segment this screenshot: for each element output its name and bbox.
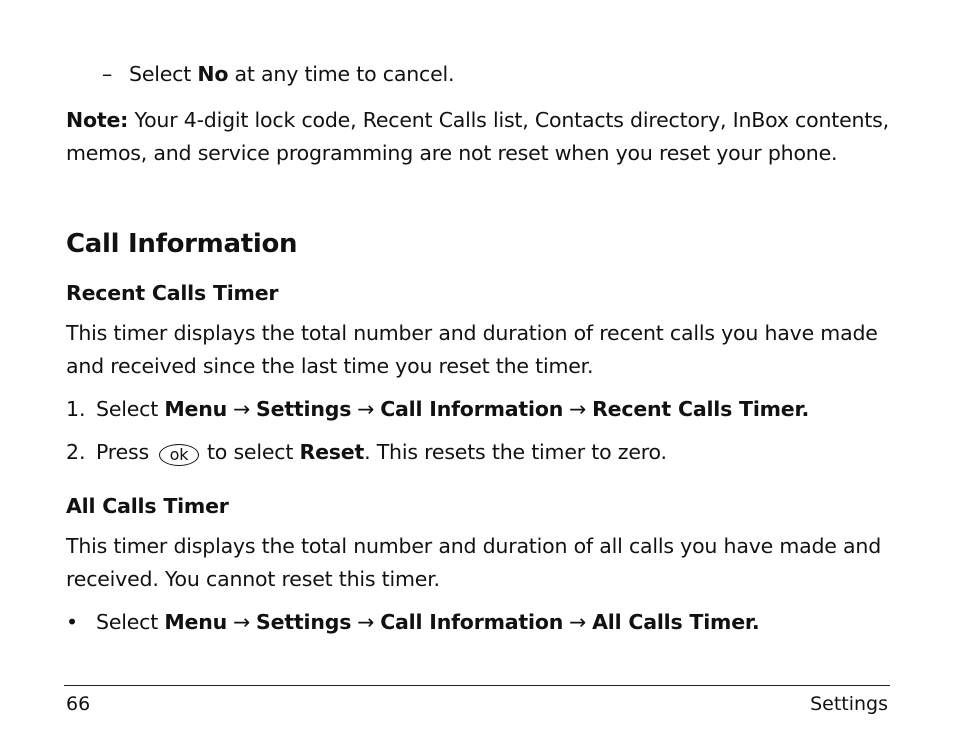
- step1-menu: Menu: [164, 397, 228, 421]
- cancel-pre: Select: [129, 62, 198, 86]
- all-calls-description: This timer displays the total number and duration of all calls you have made and received. You cannot reset this timer.: [66, 534, 882, 591]
- recent-calls-description: This timer displays the total number and duration of recent calls you have made and received since the last time you reset the timer.: [66, 321, 878, 378]
- step2-pre: Press: [96, 440, 149, 464]
- cancel-no-option: No: [197, 62, 229, 86]
- ok-key-icon: ok: [159, 444, 199, 466]
- footer-section-name: Settings: [810, 693, 888, 715]
- step1-arrow2: →: [357, 397, 375, 421]
- step1-number: 1.: [66, 397, 86, 421]
- step2-reset: Reset: [299, 440, 365, 464]
- recent-calls-heading: Recent Calls Timer: [66, 281, 279, 305]
- bullet-marker: •: [66, 610, 79, 634]
- bullet-settings: Settings: [256, 610, 352, 634]
- note-paragraph: [66, 104, 896, 170]
- all-calls-heading: All Calls Timer: [66, 494, 229, 518]
- step2-mid: to select: [206, 440, 300, 464]
- section-title: Call Information: [66, 229, 298, 259]
- bullet-pre: Select: [96, 610, 165, 634]
- all-calls-instruction: [96, 606, 759, 638]
- footer-divider: [64, 685, 890, 686]
- step2-instruction: [96, 436, 667, 468]
- bullet-menu: Menu: [164, 610, 228, 634]
- bullet-arrow1: →: [233, 610, 251, 634]
- bullet-target: All Calls Timer.: [592, 610, 760, 634]
- step1-arrow1: →: [233, 397, 251, 421]
- bullet-call-info: Call Information: [380, 610, 564, 634]
- step1-pre: Select: [96, 397, 165, 421]
- note-text: Your 4-digit lock code, Recent Calls list, Contacts directory, InBox contents, memos, and service programming are not reset when you reset your phone.: [66, 108, 889, 165]
- step1-target: Recent Calls Timer.: [592, 397, 810, 421]
- cancel-instruction: [129, 58, 454, 90]
- step1-settings: Settings: [256, 397, 352, 421]
- step1-instruction: [96, 393, 809, 425]
- step1-arrow3: →: [569, 397, 587, 421]
- dash-marker: –: [102, 62, 113, 86]
- note-label: Note:: [66, 108, 129, 132]
- step1-call-info: Call Information: [380, 397, 564, 421]
- page-number: 66: [66, 693, 91, 715]
- bullet-arrow2: →: [357, 610, 375, 634]
- bullet-arrow3: →: [569, 610, 587, 634]
- step2-post: . This resets the timer to zero.: [364, 440, 667, 464]
- cancel-post: at any time to cancel.: [228, 62, 455, 86]
- step2-number: 2.: [66, 440, 86, 464]
